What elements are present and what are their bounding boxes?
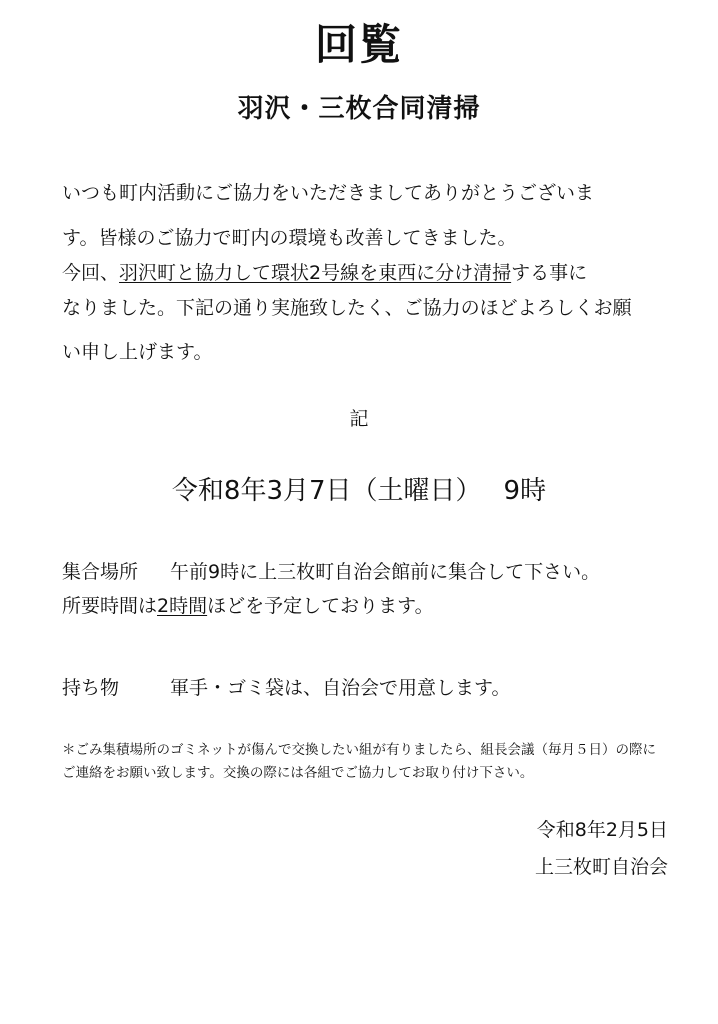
page-subtitle: 羽沢・三枚合同清掃 (237, 94, 481, 124)
intro-line-5: い申し上げます。 (62, 341, 213, 363)
intro-line-2: す。皆様のご協力で町内の環境も改善してきました。 (62, 227, 517, 249)
signature-date: 令和8年2月5日 (536, 819, 668, 841)
items-line (62, 676, 510, 700)
meeting-place (62, 560, 600, 584)
intro-line-3-suffix: する事に (511, 262, 588, 284)
duration-line (62, 594, 434, 618)
note-line-1: ＊ごみ集積場所のゴミネットが傷んで交換したい組が有りましたら、組長会議（毎月５日）の際に (62, 742, 656, 758)
meeting-place-text: 午前9時に上三枚町自治会館前に集合して下さい。 (170, 561, 601, 583)
items-text: 軍手・ゴミ袋は、自治会で用意します。 (170, 677, 511, 699)
duration-suffix: ほどを予定しております。 (207, 595, 434, 617)
duration-prefix: 所要時間は (62, 595, 158, 617)
note-line-2: ご連絡をお願い致します。交換の際には各組でご協力してお取り付け下さい。 (62, 765, 534, 781)
intro-line-3-underlined: 羽沢町と協力して環状2号線を東西に分け清掃 (119, 262, 512, 284)
intro-line-3 (62, 261, 587, 285)
intro-line-4: なりました。下記の通り実施致したく、ご協力のほどよろしくお願 (62, 297, 632, 319)
event-time: 9時 (503, 476, 547, 506)
event-date: 令和8年3月7日（土曜日） (171, 476, 482, 506)
intro-line-3-prefix: 今回、 (62, 262, 120, 284)
intro-line-1: いつも町内活動にご協力をいただきましてありがとうございま (62, 182, 595, 204)
ki-marker: 記 (349, 408, 369, 430)
event-datetime (0, 470, 718, 507)
meeting-place-label: 集合場所 (62, 561, 139, 583)
items-label: 持ち物 (62, 677, 120, 699)
duration-underlined: 2時間 (157, 595, 208, 617)
signature-org: 上三枚町自治会 (534, 856, 668, 878)
page-title: 回覧 (314, 20, 403, 69)
